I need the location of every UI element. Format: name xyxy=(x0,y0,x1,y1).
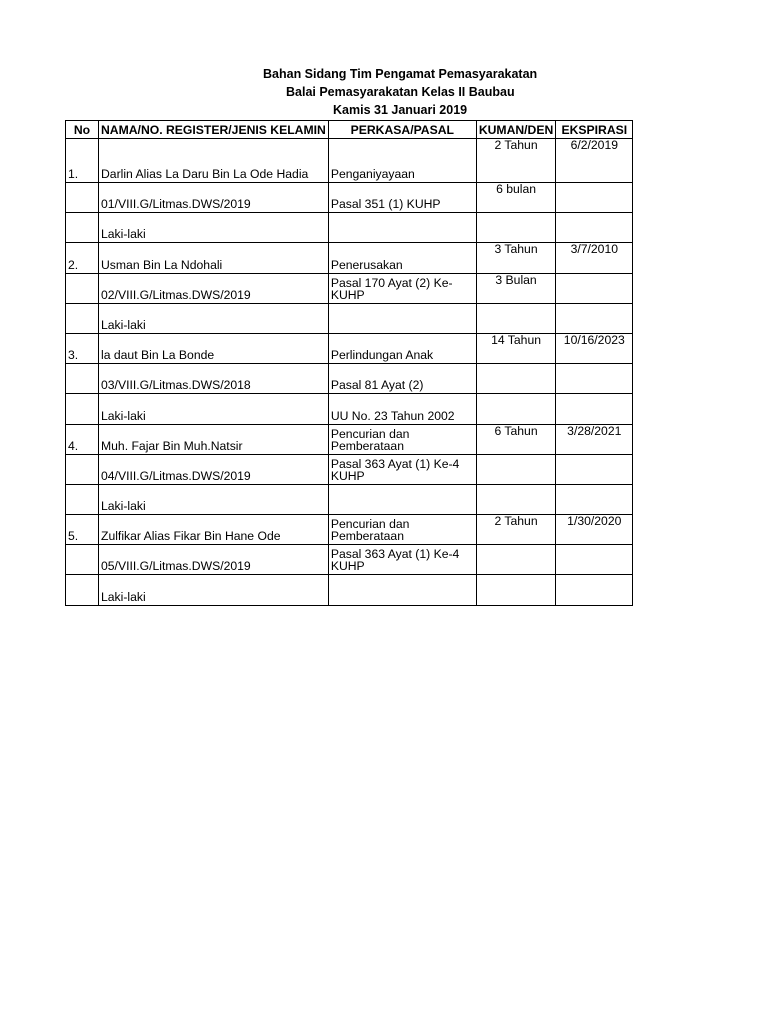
cell-nama: Laki-laki xyxy=(99,213,329,243)
cell-hukuman: 3 Tahun xyxy=(476,243,555,273)
table-row xyxy=(66,273,633,303)
cell-perkara: Penganiyayaan xyxy=(328,139,476,183)
cell-nama: Laki-laki xyxy=(99,394,329,424)
cell-no: 3. xyxy=(66,333,99,363)
cell-ekspirasi xyxy=(556,545,633,575)
cell-nama: 01/VIII.G/Litmas.DWS/2019 xyxy=(99,183,329,213)
col-header-perkara: PERKASA/PASAL xyxy=(328,121,476,139)
table-row xyxy=(66,424,633,454)
cell-nama: 05/VIII.G/Litmas.DWS/2019 xyxy=(99,545,329,575)
cell-ekspirasi: 3/28/2021 xyxy=(556,424,633,454)
cell-no: 5. xyxy=(66,515,99,545)
table-row xyxy=(66,364,633,394)
table-row xyxy=(66,213,633,243)
cell-perkara: Penerusakan xyxy=(328,243,476,273)
cell-no xyxy=(66,484,99,514)
cell-hukuman: 3 Bulan xyxy=(476,273,555,303)
cell-perkara xyxy=(328,303,476,333)
cell-perkara: Pasal 170 Ayat (2) Ke-KUHP xyxy=(328,273,476,303)
cell-hukuman xyxy=(476,303,555,333)
cell-ekspirasi xyxy=(556,394,633,424)
cell-hukuman: 2 Tahun xyxy=(476,515,555,545)
cell-perkara: Pasal 363 Ayat (1) Ke-4 KUHP xyxy=(328,545,476,575)
cell-perkara: Pencurian dan Pemberataan xyxy=(328,424,476,454)
table-row xyxy=(66,333,633,363)
cell-no xyxy=(66,303,99,333)
cell-perkara xyxy=(328,484,476,514)
cell-nama: Laki-laki xyxy=(99,484,329,514)
cell-nama: 02/VIII.G/Litmas.DWS/2019 xyxy=(99,273,329,303)
cell-nama: Zulfikar Alias Fikar Bin Hane Ode xyxy=(99,515,329,545)
table-row xyxy=(66,484,633,514)
cell-perkara: UU No. 23 Tahun 2002 xyxy=(328,394,476,424)
cell-ekspirasi xyxy=(556,364,633,394)
cell-nama: Darlin Alias La Daru Bin La Ode Hadia xyxy=(99,139,329,183)
cell-no xyxy=(66,183,99,213)
cell-ekspirasi xyxy=(556,484,633,514)
table-row xyxy=(66,575,633,605)
cell-no: 1. xyxy=(66,139,99,183)
data-table xyxy=(65,120,633,606)
cell-no xyxy=(66,273,99,303)
cell-hukuman: 14 Tahun xyxy=(476,333,555,363)
title-line-2: Balai Pemasyarakatan Kelas II Baubau xyxy=(286,85,515,99)
table-row xyxy=(66,515,633,545)
cell-hukuman: 2 Tahun xyxy=(476,139,555,183)
cell-ekspirasi xyxy=(556,454,633,484)
cell-perkara xyxy=(328,213,476,243)
table-row xyxy=(66,183,633,213)
cell-no xyxy=(66,575,99,605)
table-header-row xyxy=(66,121,633,139)
cell-ekspirasi xyxy=(556,213,633,243)
cell-no: 2. xyxy=(66,243,99,273)
cell-nama: Laki-laki xyxy=(99,575,329,605)
table-row xyxy=(66,303,633,333)
cell-perkara: Perlindungan Anak xyxy=(328,333,476,363)
cell-hukuman: 6 Tahun xyxy=(476,424,555,454)
cell-hukuman xyxy=(476,454,555,484)
col-header-no: No xyxy=(66,121,99,139)
cell-perkara: Pencurian dan Pemberataan xyxy=(328,515,476,545)
cell-no xyxy=(66,213,99,243)
cell-no xyxy=(66,394,99,424)
cell-perkara xyxy=(328,575,476,605)
cell-hukuman xyxy=(476,545,555,575)
cell-hukuman xyxy=(476,213,555,243)
cell-nama: Muh. Fajar Bin Muh.Natsir xyxy=(99,424,329,454)
cell-hukuman xyxy=(476,364,555,394)
cell-ekspirasi: 3/7/2010 xyxy=(556,243,633,273)
cell-hukuman xyxy=(476,394,555,424)
cell-no xyxy=(66,364,99,394)
title-line-3: Kamis 31 Januari 2019 xyxy=(333,103,468,117)
cell-ekspirasi xyxy=(556,273,633,303)
cell-no xyxy=(66,454,99,484)
cell-ekspirasi xyxy=(556,575,633,605)
cell-ekspirasi: 1/30/2020 xyxy=(556,515,633,545)
cell-perkara: Pasal 351 (1) KUHP xyxy=(328,183,476,213)
cell-nama: la daut Bin La Bonde xyxy=(99,333,329,363)
table-row xyxy=(66,243,633,273)
cell-nama: Laki-laki xyxy=(99,303,329,333)
table-row xyxy=(66,139,633,183)
cell-nama: Usman Bin La Ndohali xyxy=(99,243,329,273)
cell-ekspirasi xyxy=(556,303,633,333)
cell-no: 4. xyxy=(66,424,99,454)
cell-nama: 03/VIII.G/Litmas.DWS/2018 xyxy=(99,364,329,394)
cell-ekspirasi xyxy=(556,183,633,213)
table-row xyxy=(66,545,633,575)
col-header-ekspirasi: EKSPIRASI xyxy=(556,121,633,139)
cell-ekspirasi: 10/16/2023 xyxy=(556,333,633,363)
col-header-nama: NAMA/NO. REGISTER/JENIS KELAMIN xyxy=(99,121,329,139)
cell-hukuman xyxy=(476,575,555,605)
cell-perkara: Pasal 81 Ayat (2) xyxy=(328,364,476,394)
cell-hukuman: 6 bulan xyxy=(476,183,555,213)
col-header-hukuman: KUMAN/DEN xyxy=(476,121,555,139)
title-line-1: Bahan Sidang Tim Pengamat Pemasyarakatan xyxy=(263,67,538,81)
cell-no xyxy=(66,545,99,575)
cell-ekspirasi: 6/2/2019 xyxy=(556,139,633,183)
cell-hukuman xyxy=(476,484,555,514)
table-row xyxy=(66,394,633,424)
cell-nama: 04/VIII.G/Litmas.DWS/2019 xyxy=(99,454,329,484)
cell-perkara: Pasal 363 Ayat (1) Ke-4 KUHP xyxy=(328,454,476,484)
table-row xyxy=(66,454,633,484)
